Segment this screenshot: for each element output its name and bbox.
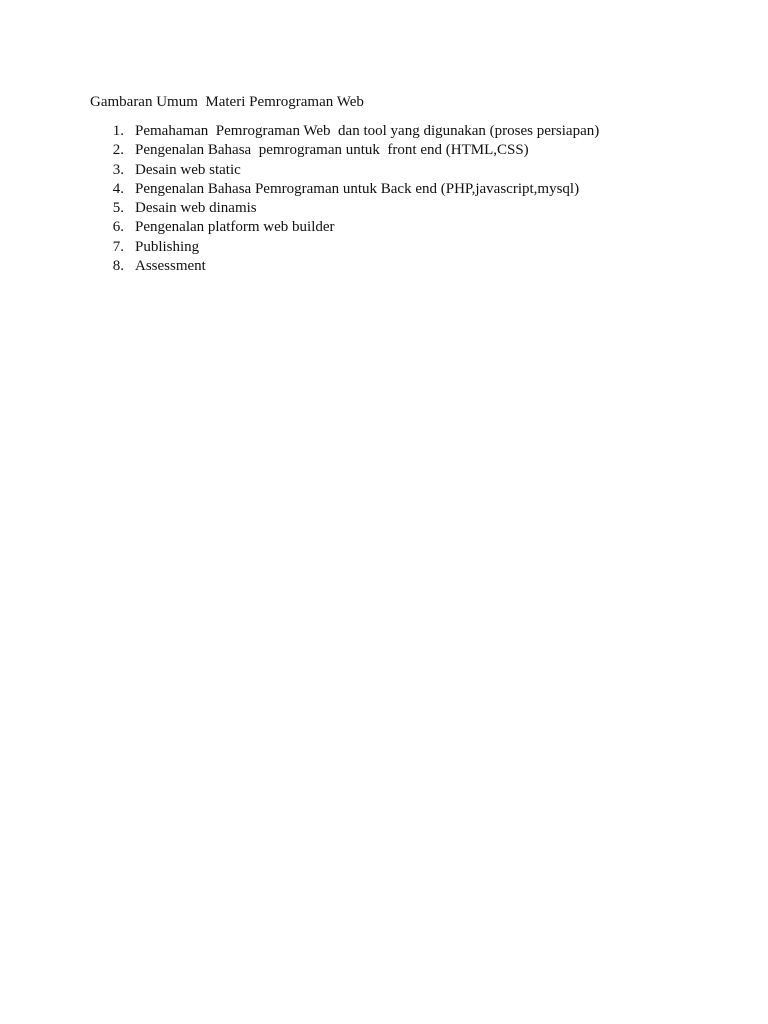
list-item [0, 180, 768, 199]
list-item-text: Pengenalan Bahasa Pemrograman untuk Back end (PHP,javascript,mysql) [135, 180, 580, 197]
list-item-number: 5. [112, 200, 124, 217]
list-item [0, 218, 768, 237]
document-title: Gambaran Umum Materi Pemrograman Web [90, 94, 364, 110]
list-item-text: Desain web static [135, 161, 241, 178]
list-item [0, 122, 768, 141]
list-item-number: 7. [112, 238, 124, 255]
list-item-text: Publishing [135, 238, 200, 255]
list-item-number: 3. [112, 161, 124, 178]
list-item [0, 199, 768, 218]
list-item-number: 1. [112, 123, 124, 139]
list-item-text: Assessment [135, 258, 206, 275]
list-item [0, 141, 768, 160]
list-item [0, 238, 768, 257]
list-item-number: 8. [112, 258, 124, 275]
list-item [0, 257, 768, 276]
list-item-number: 6. [112, 219, 124, 236]
list-item-text: Pemahaman Pemrograman Web dan tool yang digunakan (proses persiapan) [135, 123, 600, 139]
list-item-number: 4. [112, 180, 124, 197]
list-item-text: Pengenalan platform web builder [135, 219, 335, 236]
list-item-number: 2. [112, 142, 124, 159]
list-item [0, 161, 768, 180]
topic-list [0, 122, 768, 276]
list-item-text: Pengenalan Bahasa pemrograman untuk front end (HTML,CSS) [135, 142, 529, 159]
list-item-text: Desain web dinamis [135, 200, 257, 217]
